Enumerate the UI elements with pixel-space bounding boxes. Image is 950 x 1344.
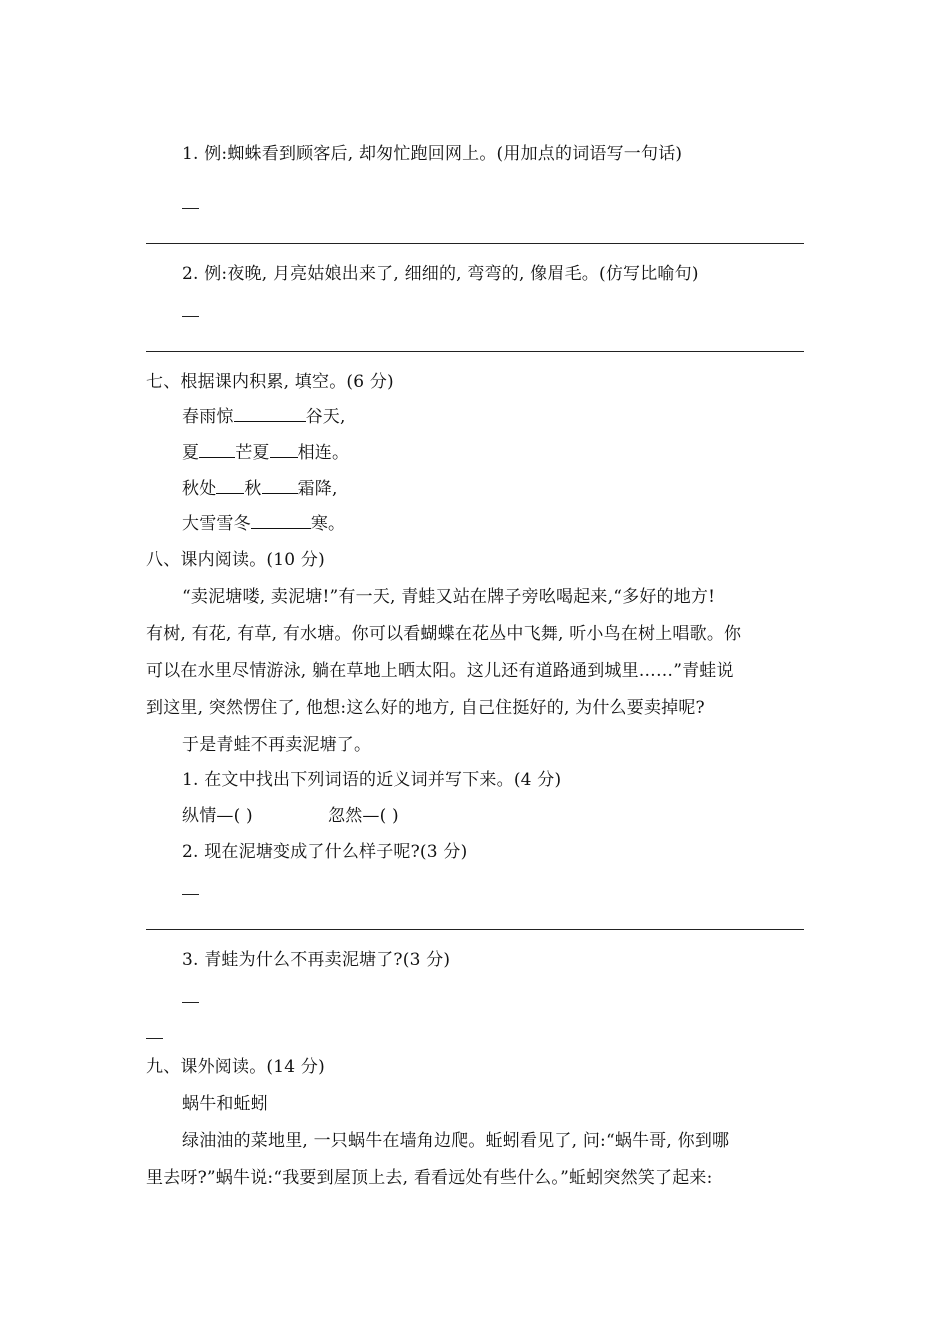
fill-text: 秋处 — [182, 479, 217, 499]
answer-dash — [146, 1038, 163, 1039]
fill-blank[interactable] — [199, 443, 235, 458]
fill-blank[interactable] — [270, 443, 298, 458]
question-2: 2. 现在泥塘变成了什么样子呢?(3 分) — [182, 842, 468, 862]
fill-text: 夏 — [182, 443, 200, 463]
answer-dash — [182, 208, 199, 209]
fill-text: 霜降, — [297, 479, 338, 499]
passage-line: 到这里, 突然愣住了, 他想:这么好的地方, 自己住挺好的, 为什么要卖掉呢? — [146, 698, 705, 718]
answer-dash — [182, 316, 199, 317]
story-title: 蜗牛和蚯蚓 — [182, 1094, 268, 1114]
rewrite-item-2: 2. 例:夜晚, 月亮姑娘出来了, 细细的, 弯弯的, 像眉毛。(仿写比喻句) — [182, 264, 699, 284]
fill-line-4 — [182, 514, 345, 534]
fill-blank[interactable] — [262, 479, 298, 494]
question-1: 1. 在文中找出下列词语的近义词并写下来。(4 分) — [182, 770, 562, 790]
synonym-answer-2[interactable]: 忽然—( ) — [328, 806, 399, 826]
answer-dash — [182, 1002, 199, 1003]
rewrite-item-1: 1. 例:蜘蛛看到顾客后, 却匆忙跑回网上。(用加点的词语写一句话) — [182, 144, 683, 164]
fill-text: 相连。 — [297, 443, 350, 463]
fill-text: 大雪雪冬 — [182, 514, 251, 534]
synonym-answer-1[interactable]: 纵情—( ) — [182, 806, 253, 826]
fill-blank[interactable] — [234, 407, 306, 422]
passage-line: 里去呀?”蜗牛说:“我要到屋顶上去, 看看远处有些什么。”蚯蚓突然笑了起来: — [146, 1168, 713, 1188]
fill-line-2 — [182, 443, 349, 463]
fill-text: 谷天, — [305, 407, 346, 427]
section-8-heading: 八、课内阅读。(10 分) — [146, 550, 325, 570]
question-3: 3. 青蛙为什么不再卖泥塘了?(3 分) — [182, 950, 451, 970]
section-9-heading: 九、课外阅读。(14 分) — [146, 1057, 325, 1077]
section-7-heading: 七、根据课内积累, 填空。(6 分) — [146, 372, 394, 392]
fill-text: 芒夏 — [235, 443, 270, 463]
fill-blank[interactable] — [216, 479, 244, 494]
fill-line-3 — [182, 479, 338, 499]
answer-line[interactable] — [146, 351, 804, 352]
passage-line: 有树, 有花, 有草, 有水塘。你可以看蝴蝶在花丛中飞舞, 听小鸟在树上唱歌。你 — [146, 624, 742, 644]
answer-dash — [182, 894, 199, 895]
fill-line-1 — [182, 407, 346, 427]
passage-line: 于是青蛙不再卖泥塘了。 — [182, 735, 372, 755]
passage-line: 可以在水里尽情游泳, 躺在草地上晒太阳。这儿还有道路通到城里……”青蛙说 — [146, 661, 734, 681]
fill-text: 春雨惊 — [182, 407, 234, 427]
answer-line[interactable] — [146, 243, 804, 244]
answer-line[interactable] — [146, 929, 804, 930]
passage-line: 绿油油的菜地里, 一只蜗牛在墙角边爬。蚯蚓看见了, 问:“蜗牛哥, 你到哪 — [182, 1131, 730, 1151]
passage-line: “卖泥塘喽, 卖泥塘!”有一天, 青蛙又站在牌子旁吆喝起来,“多好的地方! — [182, 587, 716, 607]
fill-blank[interactable] — [251, 514, 311, 529]
fill-text: 秋 — [244, 479, 262, 499]
fill-text: 寒。 — [310, 514, 346, 534]
